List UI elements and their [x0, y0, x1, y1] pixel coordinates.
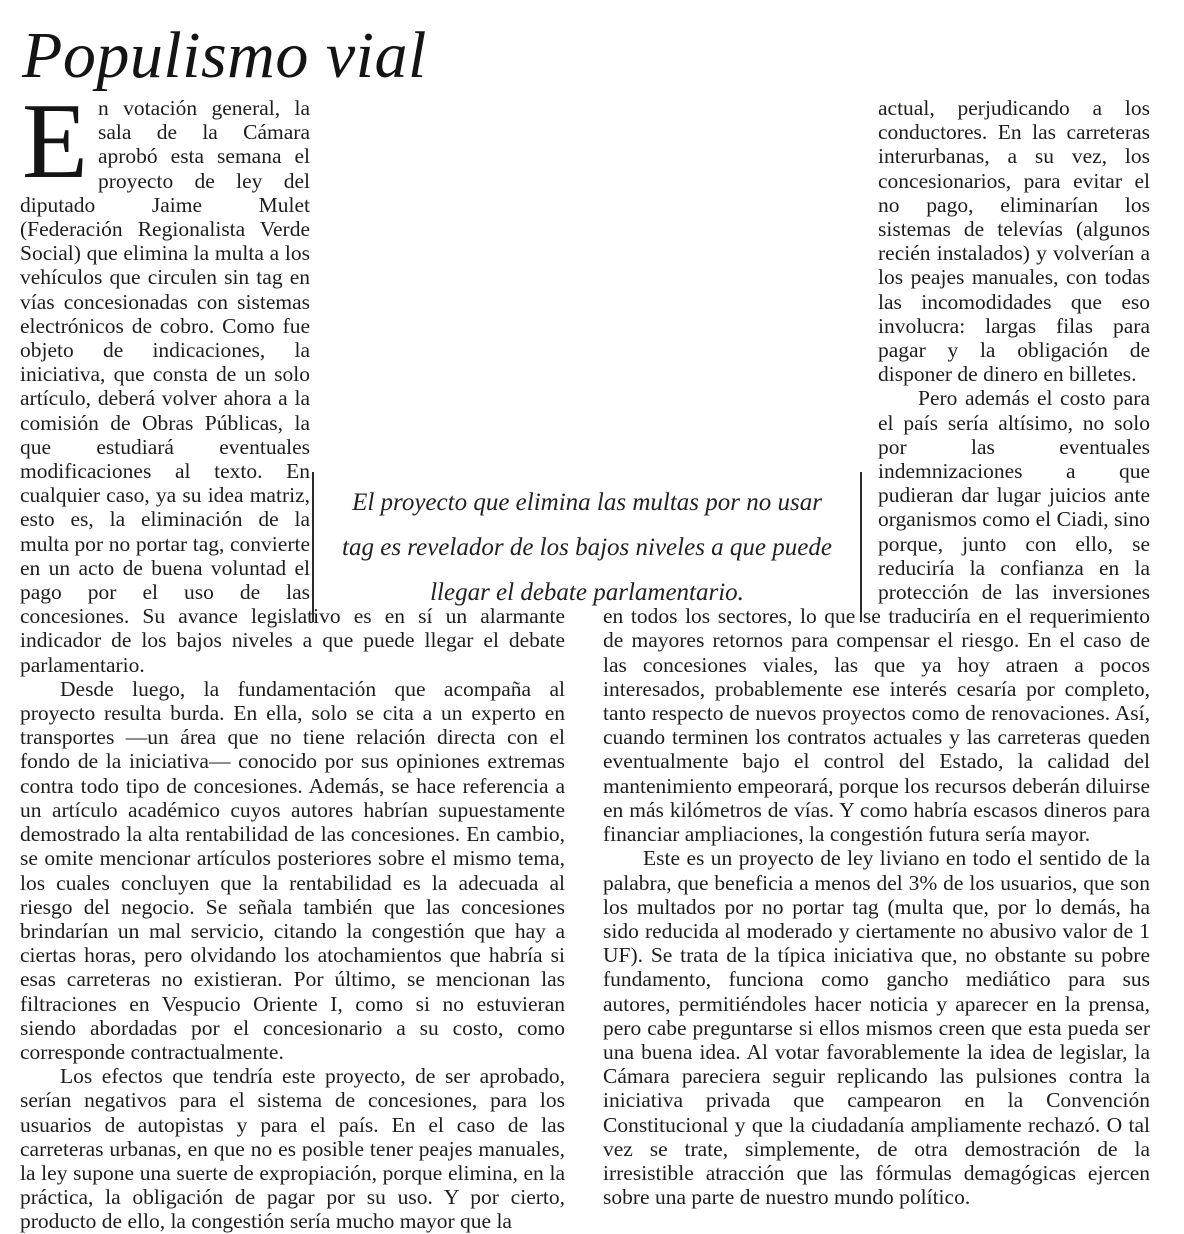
paragraph-1-text: n votación general, la sala de la Cámara aprobó esta semana el proyecto de ley del diputado Jaime Mulet (Federación Regionalista Verde Social) que elimina la multa a los vehículos que circulen sin tag en vías concesionadas con sistemas electrónicos de cobro. Como fue objeto de indicaciones, la iniciativa, que consta de un solo artículo, deberá volver ahora a la comisión de Obras Públicas, la que estudiará eventuales modificaciones al texto. En cualquier caso, ya su idea matriz, esto es, la eliminación de la multa por no portar tag, convierte en un acto de buena voluntad el pago por el uso de las concesiones. Su avance legislativo es en sí un alarmante indicador de los bajos niveles a que puede llegar el debate parlamentario. [20, 96, 565, 677]
drop-cap: E [22, 82, 88, 201]
article-title: Populismo vial [22, 19, 427, 92]
left-column [20, 82, 565, 1234]
paragraph-6: Este es un proyecto de ley liviano en todo el sentido de la palabra, que beneficia a menos del 3% de los usuarios, que son los multados por no portar tag (multa que, por lo demás, ha sido reducida al moderado y ciertamente no abusivo valor de 1 UF). Se trata de la típica iniciativa que, no obstante su pobre fundamento, funciona como gancho mediático para sus autores, permitiéndoles hacer noticia y aparecer en la prensa, pero cabe preguntarse si ellos mismos creen que esta pueda ser una buena idea. Al votar favorablemente la idea de legislar, la Cámara pareciera seguir replicando las pulsiones contra la iniciativa privada que campearon en la Convención Constitucional y que la ciudadanía ampliamente rechazó. O tal vez se trate, simplemente, de otra demostración de la irresistible atracción que las fórmulas demagógicas ejercen sobre una parte de nuestro mundo político. [603, 846, 1150, 1210]
pull-quote: El proyecto que elimina las multas por no usar tag es revelador de los bajos niveles a que puede llegar el debate parlamentario. [342, 488, 832, 606]
right-column [603, 96, 1150, 1209]
paragraph-2: Desde luego, la fundamentación que acompaña al proyecto resulta burda. En ella, solo se cita a un experto en transportes —un área que no tiene relación directa con el fondo de la iniciativa— conocido por sus opiniones extremas contra todo tipo de concesiones. Además, se hace referencia a un artículo académico cuyos autores habrían supuestamente demostrado la alta rentabilidad de las concesiones. En cambio, se omite mencionar artículos posteriores sobre el mismo tema, los cuales concluyen que la rentabilidad es la adecuada al riesgo del negocio. Se señala también que las concesiones brindarían un mal servicio, citando la congestión que hay a ciertas horas, pero olvidando los atochamientos que habría si esas carreteras no existieran. Por último, se mencionan las filtraciones en Vespucio Oriente I, como si no estuvieran siendo abordadas por el concesionario a su costo, como corresponde contractualmente. [20, 676, 565, 1064]
paragraph-3: Los efectos que tendría este proyecto, de ser aprobado, serían negativos para el sistema de concesiones, para los usuarios de autopistas y para el país. En el caso de las carreteras urbanas, en que no es posible tener peajes manuales, la ley supone una suerte de expropiación, porque elimina, en la práctica, la obligación de pagar por su uso. Y por cierto, producto de ello, la congestión sería mucho mayor que la [20, 1064, 565, 1234]
paragraph-4: actual, perjudicando a los conductores. En las carreteras interurbanas, a su vez, los concesionarios, para evitar el no pago, eliminarían los sistemas de televías (algunos recién instalados) y volverían a los peajes manuales, con todas las incomodidades que eso involucra: largas filas para pagar y la obligación de disponer de dinero en billetes. [878, 96, 1150, 387]
paragraph-5: Pero además el costo para el país sería altísimo, no solo por las eventuales indemnizaciones a que pudieran dar lugar juicios ante organismos como el Ciadi, sino porque, junto con ello, se reduciría la confianza en la protección de las inversiones en todos los sectores, lo que se traduciría en el requerimiento de mayores retornos para compensar el riesgo. En el caso de las concesiones viales, las que ya hoy atraen a pocos interesados, probablemente ese interés cesaría por completo, tanto respecto de nuevos proyectos como de renovaciones. Así, cuando terminen los contratos actuales y las carreteras queden eventualmente bajo el control del Estado, la calidad del mantenimiento empeorará, porque los recursos deberán diluirse en más kilómetros de vías. Y como habría escasos dineros para financiar ampliaciones, la congestión futura sería mayor. [603, 386, 1150, 847]
pull-quote-box [312, 472, 862, 622]
